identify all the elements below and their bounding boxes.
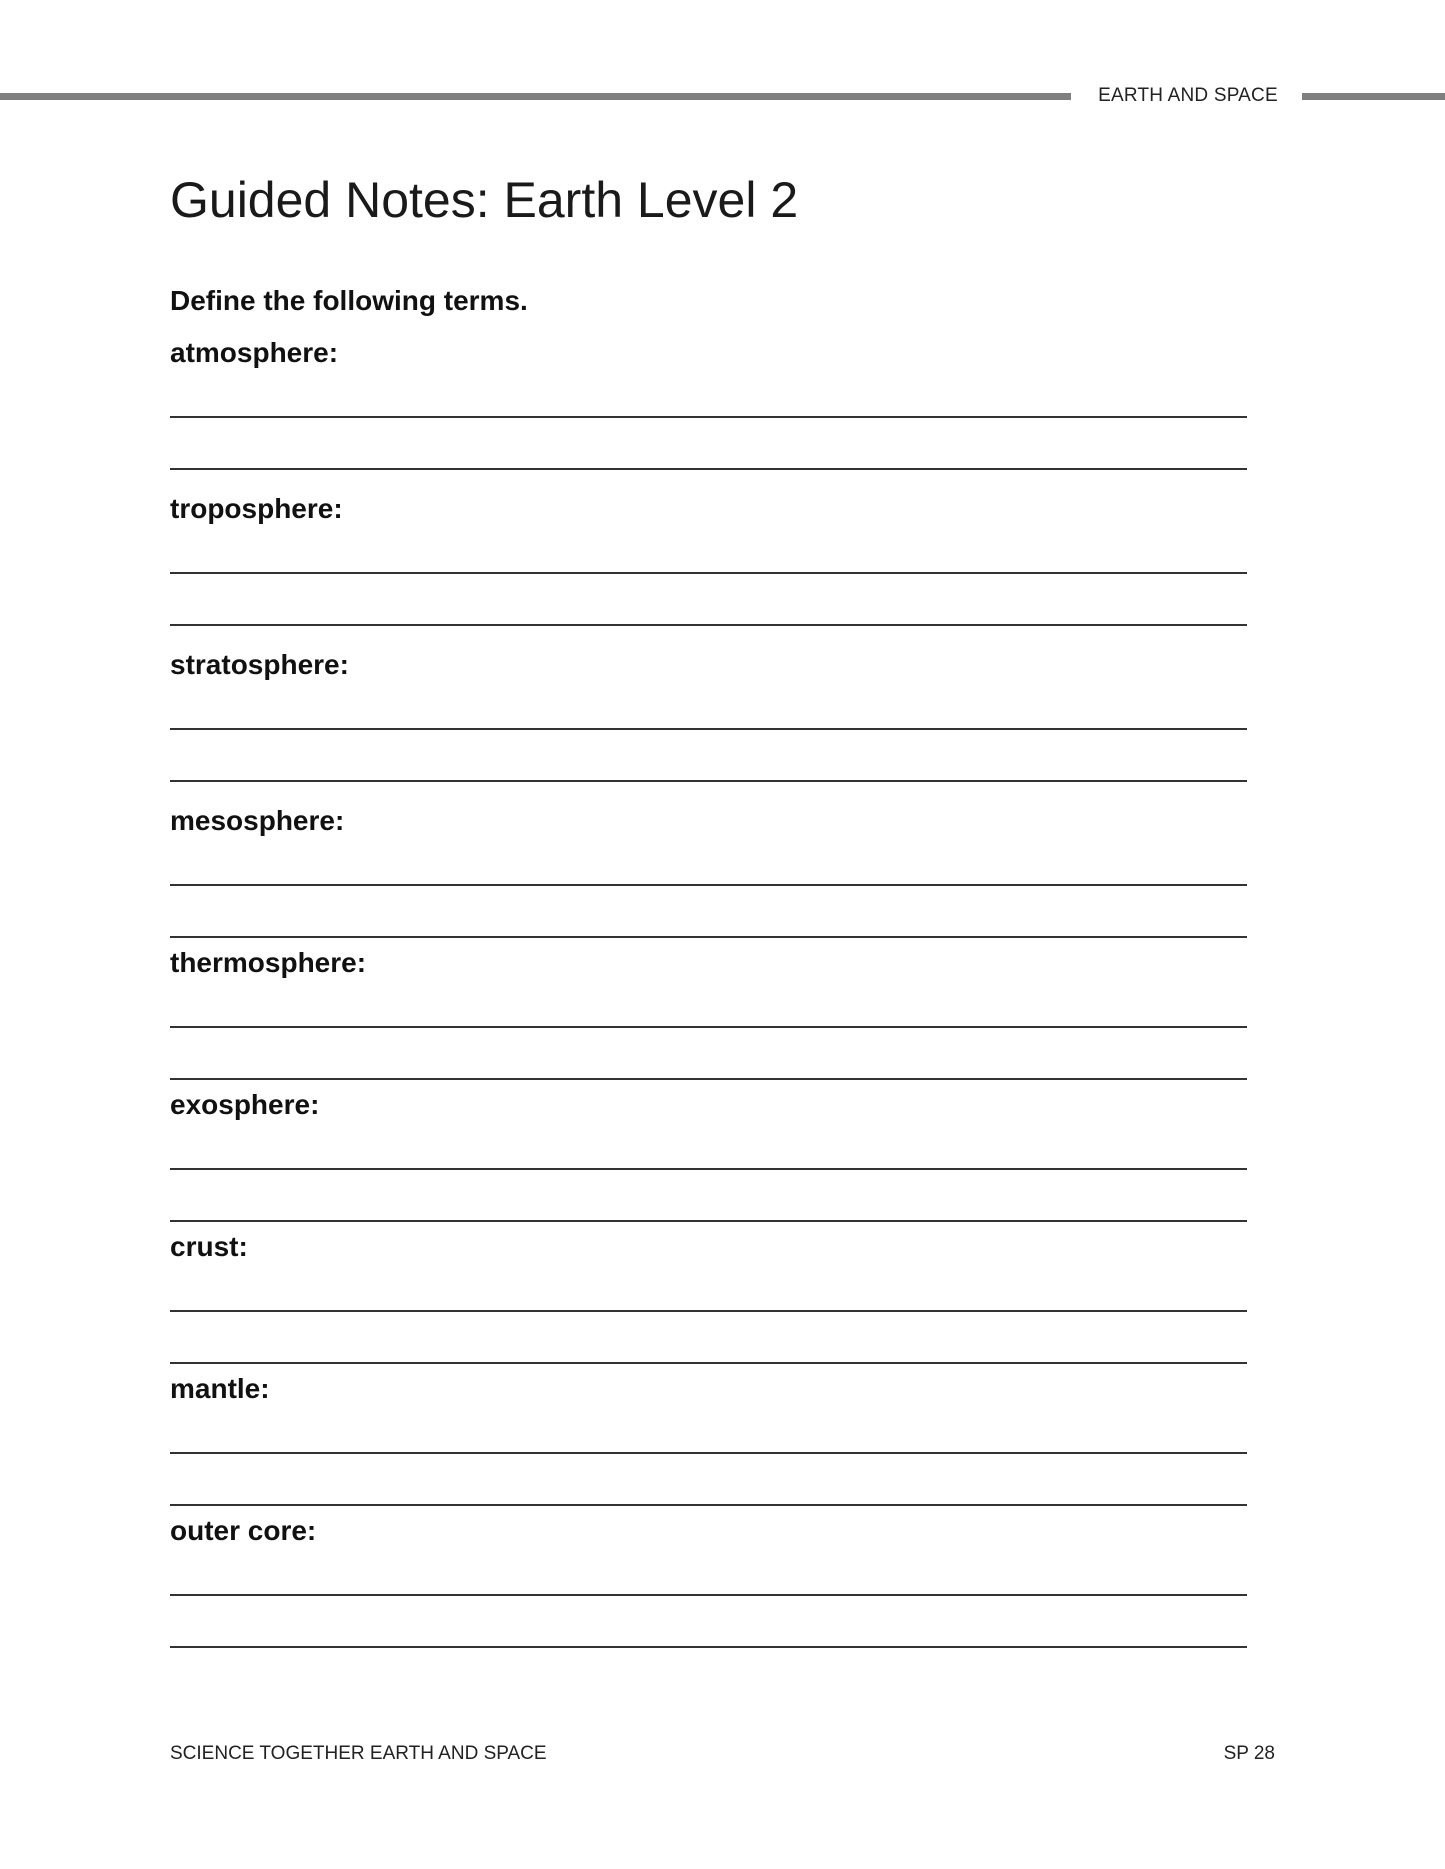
answer-line[interactable] [170,884,1247,886]
term-label: exosphere: [170,1089,320,1120]
answer-line[interactable] [170,1168,1247,1170]
term-label: crust: [170,1231,248,1262]
term-label: troposphere: [170,493,343,524]
answer-line[interactable] [170,728,1247,730]
page-title: Guided Notes: Earth Level 2 [170,172,799,228]
header-rule-left [0,93,1071,100]
answer-line[interactable] [170,1310,1247,1312]
answer-line[interactable] [170,780,1247,782]
answer-line[interactable] [170,1452,1247,1454]
answer-line[interactable] [170,1078,1247,1080]
answer-line[interactable] [170,572,1247,574]
answer-line[interactable] [170,624,1247,626]
term-label: atmosphere: [170,337,339,368]
answer-line[interactable] [170,1594,1247,1596]
answer-line[interactable] [170,936,1247,938]
answer-line[interactable] [170,1220,1247,1222]
answer-line[interactable] [170,1646,1247,1648]
term-label: outer core: [170,1515,317,1546]
instructions: Define the following terms. [170,285,528,316]
section-label: EARTH AND SPACE [1098,85,1278,106]
answer-line[interactable] [170,468,1247,470]
term-label: mantle: [170,1373,270,1404]
answer-line[interactable] [170,416,1247,418]
term-label: stratosphere: [170,649,349,680]
footer-page-number: SP 28 [1223,1743,1275,1764]
answer-line[interactable] [170,1026,1247,1028]
footer-book-title: SCIENCE TOGETHER EARTH AND SPACE [170,1743,547,1764]
answer-line[interactable] [170,1504,1247,1506]
term-label: mesosphere: [170,805,345,836]
answer-line[interactable] [170,1362,1247,1364]
term-label: thermosphere: [170,947,367,978]
header-rule-right [1302,93,1445,100]
